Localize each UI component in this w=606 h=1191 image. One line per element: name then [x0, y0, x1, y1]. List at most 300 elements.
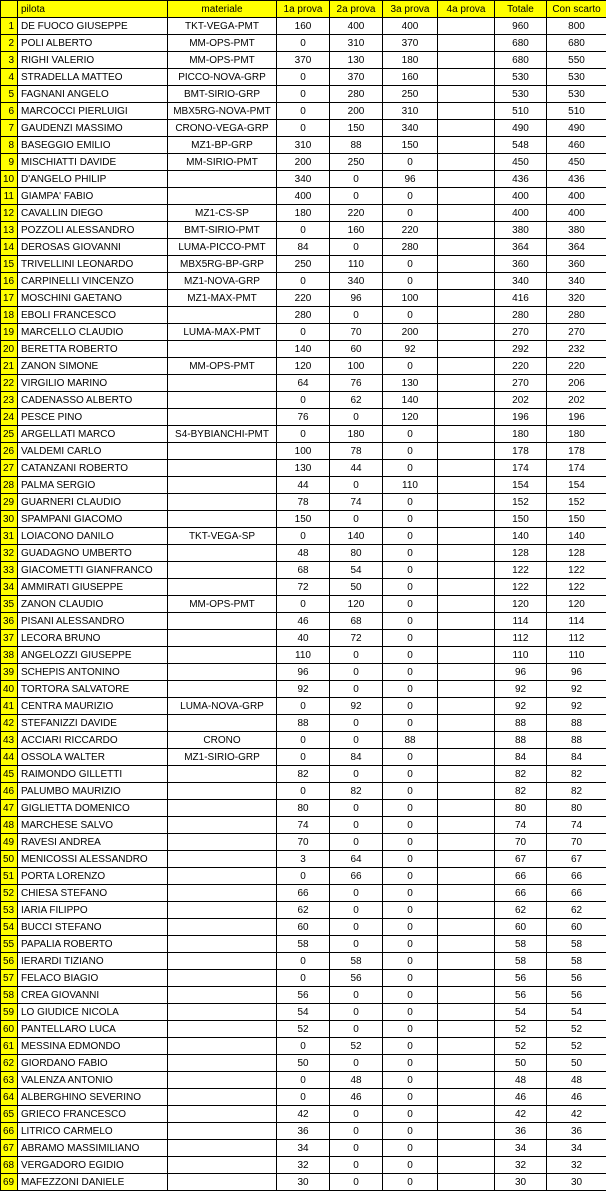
- prova-3-cell: 0: [383, 664, 438, 681]
- con-scarto-cell: 140: [547, 528, 606, 545]
- table-row: [1, 1174, 606, 1191]
- totale-cell: 80: [495, 800, 547, 817]
- pilota-cell: MAFEZZONI DANIELE: [18, 1174, 168, 1191]
- pilota-cell: DEROSAS GIOVANNI: [18, 239, 168, 256]
- prova-1-cell: 54: [277, 1004, 330, 1021]
- table-row: [1, 1055, 606, 1072]
- prova-2-cell: 0: [330, 732, 383, 749]
- prova-4-cell: [438, 630, 495, 647]
- materiale-cell: BMT-SIRIO-GRP: [168, 86, 277, 103]
- totale-cell: 436: [495, 171, 547, 188]
- totale-cell: 280: [495, 307, 547, 324]
- prova-4-cell: [438, 851, 495, 868]
- prova-3-cell: 0: [383, 426, 438, 443]
- con-scarto-cell: 42: [547, 1106, 606, 1123]
- prova-2-cell: 0: [330, 817, 383, 834]
- totale-cell: 42: [495, 1106, 547, 1123]
- materiale-cell: [168, 1089, 277, 1106]
- pilota-cell: RAVESI ANDREA: [18, 834, 168, 851]
- pilota-cell: VALDEMI CARLO: [18, 443, 168, 460]
- row-number: 45: [1, 766, 18, 783]
- con-scarto-cell: 360: [547, 256, 606, 273]
- materiale-cell: [168, 375, 277, 392]
- row-number: 12: [1, 205, 18, 222]
- materiale-cell: [168, 800, 277, 817]
- totale-cell: 58: [495, 953, 547, 970]
- pilota-cell: GUADAGNO UMBERTO: [18, 545, 168, 562]
- materiale-cell: MZ1-MAX-PMT: [168, 290, 277, 307]
- totale-cell: 110: [495, 647, 547, 664]
- row-number: 60: [1, 1021, 18, 1038]
- materiale-cell: MM-SIRIO-PMT: [168, 154, 277, 171]
- prova-2-cell: 0: [330, 1021, 383, 1038]
- prova-4-cell: [438, 1004, 495, 1021]
- header-pilota: pilota: [18, 1, 168, 18]
- table-row: [1, 18, 606, 35]
- prova-3-cell: 0: [383, 698, 438, 715]
- materiale-cell: [168, 919, 277, 936]
- prova-4-cell: [438, 18, 495, 35]
- table-row: [1, 732, 606, 749]
- table-row: [1, 426, 606, 443]
- materiale-cell: MZ1-BP-GRP: [168, 137, 277, 154]
- pilota-cell: FELACO BIAGIO: [18, 970, 168, 987]
- prova-3-cell: 0: [383, 205, 438, 222]
- pilota-cell: IARIA FILIPPO: [18, 902, 168, 919]
- pilota-cell: PAPALIA ROBERTO: [18, 936, 168, 953]
- prova-1-cell: 0: [277, 1072, 330, 1089]
- materiale-cell: [168, 171, 277, 188]
- prova-1-cell: 60: [277, 919, 330, 936]
- prova-3-cell: 0: [383, 1106, 438, 1123]
- row-number: 69: [1, 1174, 18, 1191]
- row-number: 30: [1, 511, 18, 528]
- prova-1-cell: 68: [277, 562, 330, 579]
- materiale-cell: [168, 681, 277, 698]
- prova-3-cell: 200: [383, 324, 438, 341]
- materiale-cell: S4-BYBIANCHI-PMT: [168, 426, 277, 443]
- prova-1-cell: 280: [277, 307, 330, 324]
- table-row: [1, 188, 606, 205]
- table-row: [1, 137, 606, 154]
- prova-1-cell: 88: [277, 715, 330, 732]
- prova-1-cell: 160: [277, 18, 330, 35]
- table-row: [1, 868, 606, 885]
- row-number: 14: [1, 239, 18, 256]
- prova-2-cell: 46: [330, 1089, 383, 1106]
- table-row: [1, 851, 606, 868]
- prova-2-cell: 0: [330, 1055, 383, 1072]
- prova-4-cell: [438, 103, 495, 120]
- prova-2-cell: 48: [330, 1072, 383, 1089]
- row-number: 2: [1, 35, 18, 52]
- prova-1-cell: 180: [277, 205, 330, 222]
- row-number: 23: [1, 392, 18, 409]
- prova-3-cell: 0: [383, 681, 438, 698]
- con-scarto-cell: 122: [547, 579, 606, 596]
- prova-4-cell: [438, 222, 495, 239]
- row-number: 11: [1, 188, 18, 205]
- totale-cell: 112: [495, 630, 547, 647]
- materiale-cell: MBX5RG-BP-GRP: [168, 256, 277, 273]
- con-scarto-cell: 74: [547, 817, 606, 834]
- prova-1-cell: 0: [277, 120, 330, 137]
- table-row: [1, 392, 606, 409]
- row-number: 43: [1, 732, 18, 749]
- con-scarto-cell: 52: [547, 1021, 606, 1038]
- pilota-cell: MARCHESE SALVO: [18, 817, 168, 834]
- totale-cell: 60: [495, 919, 547, 936]
- totale-cell: 292: [495, 341, 547, 358]
- con-scarto-cell: 490: [547, 120, 606, 137]
- table-row: [1, 511, 606, 528]
- prova-2-cell: 400: [330, 18, 383, 35]
- prova-4-cell: [438, 1123, 495, 1140]
- prova-3-cell: 160: [383, 69, 438, 86]
- prova-3-cell: 100: [383, 290, 438, 307]
- materiale-cell: [168, 477, 277, 494]
- pilota-cell: MOSCHINI GAETANO: [18, 290, 168, 307]
- prova-1-cell: 0: [277, 1038, 330, 1055]
- prova-1-cell: 110: [277, 647, 330, 664]
- pilota-cell: PANTELLARO LUCA: [18, 1021, 168, 1038]
- totale-cell: 56: [495, 970, 547, 987]
- totale-cell: 360: [495, 256, 547, 273]
- materiale-cell: [168, 1140, 277, 1157]
- row-number: 36: [1, 613, 18, 630]
- materiale-cell: [168, 392, 277, 409]
- con-scarto-cell: 50: [547, 1055, 606, 1072]
- prova-1-cell: 32: [277, 1157, 330, 1174]
- con-scarto-cell: 66: [547, 885, 606, 902]
- prova-1-cell: 3: [277, 851, 330, 868]
- prova-1-cell: 42: [277, 1106, 330, 1123]
- prova-1-cell: 64: [277, 375, 330, 392]
- totale-cell: 70: [495, 834, 547, 851]
- row-number: 55: [1, 936, 18, 953]
- totale-cell: 680: [495, 52, 547, 69]
- prova-3-cell: 0: [383, 868, 438, 885]
- materiale-cell: TKT-VEGA-SP: [168, 528, 277, 545]
- con-scarto-cell: 48: [547, 1072, 606, 1089]
- row-number: 3: [1, 52, 18, 69]
- table-row: [1, 1140, 606, 1157]
- prova-4-cell: [438, 171, 495, 188]
- prova-4-cell: [438, 137, 495, 154]
- prova-1-cell: 130: [277, 460, 330, 477]
- row-number: 44: [1, 749, 18, 766]
- materiale-cell: [168, 511, 277, 528]
- table-row: [1, 171, 606, 188]
- prova-2-cell: 280: [330, 86, 383, 103]
- prova-4-cell: [438, 290, 495, 307]
- con-scarto-cell: 178: [547, 443, 606, 460]
- prova-2-cell: 0: [330, 766, 383, 783]
- prova-1-cell: 58: [277, 936, 330, 953]
- prova-4-cell: [438, 52, 495, 69]
- totale-cell: 96: [495, 664, 547, 681]
- con-scarto-cell: 67: [547, 851, 606, 868]
- con-scarto-cell: 56: [547, 970, 606, 987]
- pilota-cell: POLI ALBERTO: [18, 35, 168, 52]
- prova-2-cell: 0: [330, 1140, 383, 1157]
- materiale-cell: LUMA-NOVA-GRP: [168, 698, 277, 715]
- con-scarto-cell: 84: [547, 749, 606, 766]
- materiale-cell: [168, 1157, 277, 1174]
- table-row: [1, 1021, 606, 1038]
- totale-cell: 74: [495, 817, 547, 834]
- prova-2-cell: 0: [330, 1174, 383, 1191]
- prova-2-cell: 0: [330, 885, 383, 902]
- prova-3-cell: 0: [383, 800, 438, 817]
- header-prova-2: 2a prova: [330, 1, 383, 18]
- materiale-cell: [168, 936, 277, 953]
- prova-1-cell: 36: [277, 1123, 330, 1140]
- prova-4-cell: [438, 868, 495, 885]
- con-scarto-cell: 60: [547, 919, 606, 936]
- con-scarto-cell: 32: [547, 1157, 606, 1174]
- con-scarto-cell: 450: [547, 154, 606, 171]
- row-number: 54: [1, 919, 18, 936]
- con-scarto-cell: 202: [547, 392, 606, 409]
- prova-2-cell: 0: [330, 800, 383, 817]
- con-scarto-cell: 364: [547, 239, 606, 256]
- totale-cell: 150: [495, 511, 547, 528]
- prova-1-cell: 52: [277, 1021, 330, 1038]
- prova-4-cell: [438, 409, 495, 426]
- prova-4-cell: [438, 324, 495, 341]
- prova-3-cell: 0: [383, 613, 438, 630]
- prova-3-cell: 0: [383, 154, 438, 171]
- prova-2-cell: 0: [330, 681, 383, 698]
- table-row: [1, 1106, 606, 1123]
- table-row: [1, 273, 606, 290]
- materiale-cell: [168, 630, 277, 647]
- totale-cell: 48: [495, 1072, 547, 1089]
- prova-1-cell: 48: [277, 545, 330, 562]
- con-scarto-cell: 180: [547, 426, 606, 443]
- materiale-cell: CRONO: [168, 732, 277, 749]
- table-row: [1, 715, 606, 732]
- prova-3-cell: 0: [383, 1089, 438, 1106]
- row-number: 5: [1, 86, 18, 103]
- con-scarto-cell: 58: [547, 953, 606, 970]
- totale-cell: 530: [495, 69, 547, 86]
- table-row: [1, 1123, 606, 1140]
- materiale-cell: MM-OPS-PMT: [168, 52, 277, 69]
- prova-1-cell: 140: [277, 341, 330, 358]
- prova-1-cell: 220: [277, 290, 330, 307]
- materiale-cell: [168, 715, 277, 732]
- prova-1-cell: 0: [277, 324, 330, 341]
- materiale-cell: [168, 1106, 277, 1123]
- table-row: [1, 86, 606, 103]
- con-scarto-cell: 46: [547, 1089, 606, 1106]
- prova-2-cell: 0: [330, 409, 383, 426]
- totale-cell: 178: [495, 443, 547, 460]
- con-scarto-cell: 380: [547, 222, 606, 239]
- prova-3-cell: 88: [383, 732, 438, 749]
- prova-2-cell: 160: [330, 222, 383, 239]
- prova-2-cell: 150: [330, 120, 383, 137]
- table-row: [1, 1157, 606, 1174]
- totale-cell: 56: [495, 987, 547, 1004]
- materiale-cell: [168, 664, 277, 681]
- prova-3-cell: 0: [383, 647, 438, 664]
- row-number: 6: [1, 103, 18, 120]
- row-number: 33: [1, 562, 18, 579]
- prova-4-cell: [438, 256, 495, 273]
- prova-3-cell: 280: [383, 239, 438, 256]
- prova-1-cell: 0: [277, 273, 330, 290]
- pilota-cell: AMMIRATI GIUSEPPE: [18, 579, 168, 596]
- totale-cell: 84: [495, 749, 547, 766]
- prova-3-cell: 220: [383, 222, 438, 239]
- prova-2-cell: 0: [330, 307, 383, 324]
- row-number: 61: [1, 1038, 18, 1055]
- prova-1-cell: 0: [277, 953, 330, 970]
- totale-cell: 67: [495, 851, 547, 868]
- totale-cell: 34: [495, 1140, 547, 1157]
- prova-4-cell: [438, 698, 495, 715]
- row-number: 31: [1, 528, 18, 545]
- materiale-cell: [168, 409, 277, 426]
- materiale-cell: BMT-SIRIO-PMT: [168, 222, 277, 239]
- prova-3-cell: 310: [383, 103, 438, 120]
- row-number: 13: [1, 222, 18, 239]
- row-number: 67: [1, 1140, 18, 1157]
- con-scarto-cell: 92: [547, 681, 606, 698]
- row-number: 35: [1, 596, 18, 613]
- row-number: 62: [1, 1055, 18, 1072]
- row-number: 28: [1, 477, 18, 494]
- header-prova-4: 4a prova: [438, 1, 495, 18]
- materiale-cell: [168, 579, 277, 596]
- pilota-cell: RIGHI VALERIO: [18, 52, 168, 69]
- totale-cell: 680: [495, 35, 547, 52]
- prova-4-cell: [438, 477, 495, 494]
- table-row: [1, 358, 606, 375]
- con-scarto-cell: 120: [547, 596, 606, 613]
- table-row: [1, 766, 606, 783]
- prova-2-cell: 130: [330, 52, 383, 69]
- pilota-cell: VERGADORO EGIDIO: [18, 1157, 168, 1174]
- prova-4-cell: [438, 834, 495, 851]
- con-scarto-cell: 82: [547, 783, 606, 800]
- prova-4-cell: [438, 885, 495, 902]
- prova-1-cell: 74: [277, 817, 330, 834]
- prova-3-cell: 400: [383, 18, 438, 35]
- con-scarto-cell: 196: [547, 409, 606, 426]
- row-number: 52: [1, 885, 18, 902]
- con-scarto-cell: 122: [547, 562, 606, 579]
- con-scarto-cell: 510: [547, 103, 606, 120]
- totale-cell: 416: [495, 290, 547, 307]
- row-number: 20: [1, 341, 18, 358]
- prova-4-cell: [438, 715, 495, 732]
- prova-2-cell: 56: [330, 970, 383, 987]
- prova-1-cell: 96: [277, 664, 330, 681]
- con-scarto-cell: 54: [547, 1004, 606, 1021]
- con-scarto-cell: 82: [547, 766, 606, 783]
- table-row: [1, 222, 606, 239]
- pilota-cell: POZZOLI ALESSANDRO: [18, 222, 168, 239]
- table-row: [1, 783, 606, 800]
- pilota-cell: GUARNERI CLAUDIO: [18, 494, 168, 511]
- prova-4-cell: [438, 902, 495, 919]
- materiale-cell: [168, 647, 277, 664]
- pilota-cell: MARCOCCI PIERLUIGI: [18, 103, 168, 120]
- prova-2-cell: 250: [330, 154, 383, 171]
- row-number: 59: [1, 1004, 18, 1021]
- prova-3-cell: 0: [383, 1004, 438, 1021]
- prova-2-cell: 84: [330, 749, 383, 766]
- totale-cell: 58: [495, 936, 547, 953]
- prova-3-cell: 110: [383, 477, 438, 494]
- prova-1-cell: 62: [277, 902, 330, 919]
- totale-cell: 54: [495, 1004, 547, 1021]
- prova-2-cell: 120: [330, 596, 383, 613]
- prova-2-cell: 0: [330, 171, 383, 188]
- prova-3-cell: 370: [383, 35, 438, 52]
- con-scarto-cell: 400: [547, 205, 606, 222]
- prova-4-cell: [438, 494, 495, 511]
- row-number: 32: [1, 545, 18, 562]
- prova-2-cell: 78: [330, 443, 383, 460]
- row-number: 68: [1, 1157, 18, 1174]
- table-row: [1, 35, 606, 52]
- totale-cell: 88: [495, 732, 547, 749]
- prova-1-cell: 80: [277, 800, 330, 817]
- table-row: [1, 664, 606, 681]
- row-number: 1: [1, 18, 18, 35]
- pilota-cell: MENICOSSI ALESSANDRO: [18, 851, 168, 868]
- prova-2-cell: 110: [330, 256, 383, 273]
- materiale-cell: MZ1-SIRIO-GRP: [168, 749, 277, 766]
- prova-1-cell: 40: [277, 630, 330, 647]
- pilota-cell: CHIESA STEFANO: [18, 885, 168, 902]
- pilota-cell: GAUDENZI MASSIMO: [18, 120, 168, 137]
- prova-4-cell: [438, 1038, 495, 1055]
- con-scarto-cell: 400: [547, 188, 606, 205]
- totale-cell: 140: [495, 528, 547, 545]
- materiale-cell: [168, 1021, 277, 1038]
- prova-3-cell: 0: [383, 545, 438, 562]
- prova-4-cell: [438, 1174, 495, 1191]
- con-scarto-cell: 128: [547, 545, 606, 562]
- pilota-cell: GRIECO FRANCESCO: [18, 1106, 168, 1123]
- materiale-cell: [168, 562, 277, 579]
- prova-2-cell: 58: [330, 953, 383, 970]
- table-row: [1, 205, 606, 222]
- totale-cell: 270: [495, 375, 547, 392]
- prova-2-cell: 62: [330, 392, 383, 409]
- prova-4-cell: [438, 120, 495, 137]
- table-row: [1, 477, 606, 494]
- totale-cell: 174: [495, 460, 547, 477]
- table-row: [1, 307, 606, 324]
- prova-1-cell: 34: [277, 1140, 330, 1157]
- prova-4-cell: [438, 647, 495, 664]
- con-scarto-cell: 30: [547, 1174, 606, 1191]
- prova-1-cell: 46: [277, 613, 330, 630]
- row-number: 53: [1, 902, 18, 919]
- row-number: 24: [1, 409, 18, 426]
- row-number: 17: [1, 290, 18, 307]
- prova-4-cell: [438, 392, 495, 409]
- table-row: [1, 987, 606, 1004]
- prova-2-cell: 0: [330, 239, 383, 256]
